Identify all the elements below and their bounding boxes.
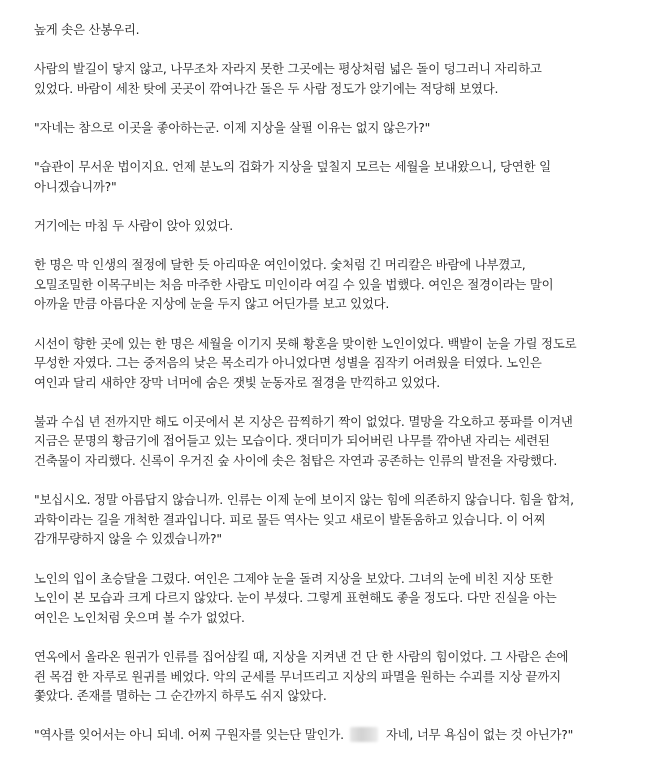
paragraph	[34, 118, 649, 138]
document-body	[34, 20, 649, 765]
text-line: 감개무량하지 않을 수 있겠습니까?"	[34, 531, 222, 547]
paragraph-last	[34, 725, 649, 745]
paragraph	[34, 334, 649, 393]
text-line: 사람의 발길이 닿지 않고, 나무조차 자라지 못한 그곳에는 평상처럼 넓은 돌이 덩그러니 자리하고	[34, 61, 542, 77]
text-line: 무성한 자였다. 그는 중저음의 낮은 목소리가 아니었다면 성별을 짐작키 어려웠을 터였다. 노인은	[34, 355, 542, 371]
text-line: 여인은 노인처럼 웃으며 볼 수가 없었다.	[34, 609, 245, 625]
text-before-redaction: "역사를 잊어서는 아니 되네. 어찌 구원자를 잊는단 말인가.	[34, 727, 344, 743]
text-line: 쥔 목검 한 자루로 원귀를 베었다. 악의 군세를 무너뜨리고 지상의 파멸을 원하는 수괴를 지상 끝까지	[34, 668, 561, 684]
text-line: 있었다. 바람이 세찬 탓에 곳곳이 깎여나간 돌은 두 사람 정도가 앉기에는 적당해 보였다.	[34, 80, 499, 96]
text-line: 건축물이 자리했다. 신록이 우거진 숲 사이에 솟은 첨탑은 자연과 공존하는 인류의 발전을 자랑했다.	[34, 453, 558, 469]
paragraph	[34, 216, 649, 236]
paragraph	[34, 255, 649, 314]
text-line: 지금은 문명의 황금기에 접어들고 있는 모습이다. 잿더미가 되어버린 나무를 깎아낸 자리는 세련된	[34, 433, 550, 449]
paragraph	[34, 20, 649, 40]
paragraph	[34, 59, 649, 98]
paragraph	[34, 412, 649, 471]
text-line: 높게 솟은 산봉우리.	[34, 22, 140, 37]
text-line: 시선이 향한 곳에 있는 한 명은 세월을 이기지 못해 황혼을 맞이한 노인이었다. 백발이 눈을 가릴 정도로	[34, 335, 577, 351]
text-line: 노인이 본 모습과 크게 다르지 않았다. 눈이 부셨다. 그렇게 표현해도 좋을 정도다. 다만 진실을 아는	[34, 590, 557, 606]
paragraph	[34, 157, 649, 196]
text-line: "자네는 참으로 이곳을 좋아하는군. 이제 지상을 살필 이유는 없지 않은가?"	[34, 119, 431, 135]
text-line	[34, 725, 649, 745]
text-line: 노인의 입이 초승달을 그렸다. 여인은 그제야 눈을 돌려 지상을 보았다. 그녀의 눈에 비친 지상 또한	[34, 570, 553, 586]
text-line: 아니겠습니까?"	[34, 178, 117, 194]
text-line: 과학이라는 길을 개척한 결과입니다. 피로 물든 역사는 잊고 새로이 발돋움하고 있습니다. 이 어찌	[34, 511, 546, 527]
paragraph	[34, 490, 649, 549]
text-line: 오밀조밀한 이목구비는 처음 마주한 사람도 미인이라 여길 수 있을 법했다. 여인은 절경이라는 말이	[34, 276, 554, 292]
text-line: 연옥에서 올라온 원귀가 인류를 집어삼킬 때, 지상을 지켜낸 건 단 한 사람의 힘이었다. 그 사람은 손에	[34, 649, 569, 664]
text-line: "습관이 무서운 법이지요. 언제 분노의 겁화가 지상을 덮칠지 모르는 세월을 보내왔으니, 당연한 일	[34, 159, 551, 175]
text-line: 아까울 만큼 아름다운 지상에 눈을 두지 않고 어딘가를 보고 있었다.	[34, 296, 390, 312]
text-line: 여인과 달리 새하얀 장막 너머에 숨은 잿빛 눈동자로 절경을 만끽하고 있었다.	[34, 374, 440, 390]
text-line: "보십시오. 정말 아름답지 않습니까. 인류는 이제 눈에 보이지 않는 힘에 의존하지 않습니다. 힘을 합쳐,	[34, 492, 574, 508]
paragraph	[34, 647, 649, 706]
text-line: 쫓았다. 존재를 멸하는 그 순간까지 하루도 쉬지 않았다.	[34, 688, 327, 704]
redacted-name-blur	[350, 727, 378, 742]
paragraph	[34, 569, 649, 628]
text-line: 불과 수십 년 전까지만 해도 이곳에서 본 지상은 끔찍하기 짝이 없었다. 멸망을 각오하고 풍파를 이겨낸	[34, 413, 573, 429]
text-after-redaction: 자네, 너무 욕심이 없는 것 아닌가?"	[385, 727, 574, 743]
text-line: 거기에는 마침 두 사람이 앉아 있었다.	[34, 217, 233, 233]
text-line: 한 명은 막 인생의 절정에 달한 듯 아리따운 여인이었다. 숯처럼 긴 머리칼은 바람에 나부꼈고,	[34, 257, 526, 273]
